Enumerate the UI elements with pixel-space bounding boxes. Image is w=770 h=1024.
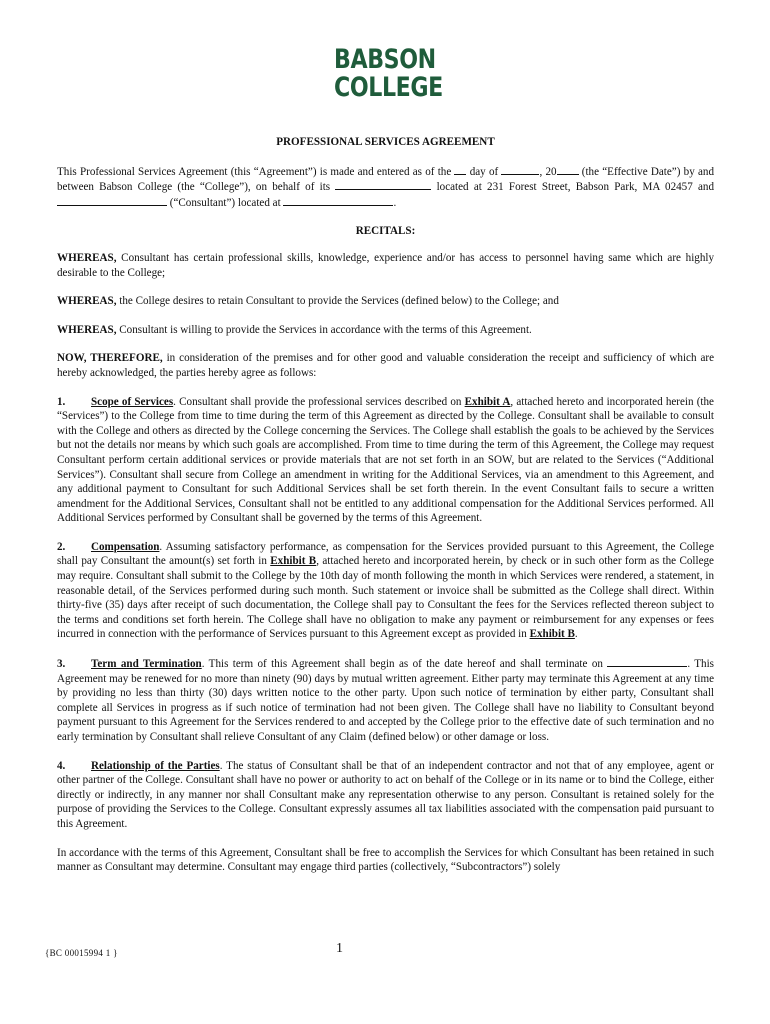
intro-text-1: This Professional Services Agreement (this “Agreement”) is made and entered as of the — [57, 165, 455, 178]
whereas-label: WHEREAS, — [57, 295, 117, 308]
section-heading: Relationship of the Parties — [91, 759, 220, 772]
section-text: . This Agreement may be renewed for no more than ninety (90) days by mutual written agreement. Either party may terminate this Agreement at any time by providing no less than thirty (30) days written notice to the other party. Upon such notice of termination by either party, Consultant shall complete all Services in progress as if such notice of termination had not been given. The College shall have no liability to Consultant beyond payment pursuant to this Agreement for the Services rendered to and accepted by the College prior to the effective date of such termination and no early termination by Consultant shall relieve Consultant of any Claim (defined below) or other damage or loss. — [57, 658, 714, 743]
section-text: . This term of this Agreement shall begin as of the date hereof and shall terminate on — [201, 658, 608, 671]
whereas-paragraph-2 — [57, 294, 714, 309]
section-text: , attached hereto and incorporated herein (the “Services”) to the College from time to time during the term of this Agreement as directed by the College. Consultant shall be available to consult with the College and others as directed by the College concerning the Services. The College shall establish the goals to be achieved by the Services but not the details nor means by which such goals are accomplished. From time to time during the term of this Agreement, the College may request Consultant perform certain additional services or provide materials that are not set forth in an SOW, but are related to the Services (“Additional Services”). Consultant shall secure from College an amendment in writing for the Additional Services, via an amendment to this Agreement, and any additional payment to Consultant for such Additional Services shall be set forth therein. In the event Consultant fails to secure a written amendment for the Additional Services, Consultant shall not be entitled to any additional compensation for the Additional Services performed. All Additional Services performed by Consultant shall be governed by the terms of this Agreement. — [57, 395, 714, 525]
section-text: , attached hereto and incorporated herein, by check or in such other form as the College may require. Consultant shall submit to the College by the 10th day of month following the month in which Services were rendered, a statement, in reasonable detail, of the Services performed during such month. Such statement or invoice shall be submitted as the College shall direct. Within thirty-five (35) days after receipt of such documentation, the College shall pay to Consultant the fees for the Services reflected thereon subject to the terms and conditions set forth herein. The College shall have no obligation to make any payment or reimbursement for any expenses or fees incurred in connection with the performance of Services pursuant to this Agreement except as provided in — [57, 555, 714, 641]
exhibit-reference: Exhibit B — [529, 628, 575, 641]
section-text: . Assuming satisfactory performance, as compensation for the Services provided pursuant to this Agreement, the College shall pay Consultant the amount(s) set forth in — [57, 540, 714, 568]
now-therefore-label: NOW, THEREFORE, — [57, 352, 163, 365]
intro-text-7: . — [393, 196, 397, 209]
section-3-term-and-termination — [57, 656, 714, 745]
whereas-text: Consultant is willing to provide the Services in accordance with the terms of this Agreement. — [116, 323, 532, 336]
now-therefore-paragraph — [57, 351, 714, 380]
logo-line-2: COLLEGE — [334, 72, 443, 103]
intro-text-4: (the “Effective Date”) by and between Babson College (the “College”), on behalf of its — [57, 165, 714, 194]
consultant-address-blank — [283, 195, 393, 206]
section-number: 3. — [57, 658, 66, 671]
document-id: {BC 00015994 1 } — [45, 948, 118, 958]
section-text: . — [574, 628, 578, 641]
intro-text-5: located at 231 Forest Street, Babson Park, MA 02457 and — [431, 181, 715, 194]
whereas-label: WHEREAS, — [57, 323, 117, 336]
babson-college-logo — [334, 44, 443, 103]
now-therefore-text: in consideration of the premises and for other good and valuable consideration the receipt and sufficiency of which are hereby acknowledged, the parties hereby agree as follows: — [57, 352, 714, 379]
recitals-heading: RECITALS: — [355, 225, 416, 238]
section-4-relationship-of-the-parties — [57, 759, 714, 832]
whereas-paragraph-1 — [57, 251, 714, 280]
page-number: 1 — [336, 941, 343, 956]
intro-text-3: , 20 — [539, 165, 557, 178]
logo-line-1: BABSON — [334, 44, 436, 75]
exhibit-reference: Exhibit B — [270, 555, 317, 568]
year-blank — [557, 164, 579, 175]
section-heading: Term and Termination — [91, 658, 202, 671]
section-text: . Consultant shall provide the professional services described on — [173, 395, 465, 408]
whereas-paragraph-3 — [57, 323, 714, 338]
exhibit-reference: Exhibit A — [464, 395, 511, 408]
section-2-compensation — [57, 540, 714, 642]
intro-paragraph — [57, 164, 714, 211]
whereas-text: Consultant has certain professional skills, knowledge, experience and/or has access to personnel having same which are highly desirable to the College; — [57, 251, 714, 279]
section-heading: Compensation — [91, 540, 160, 553]
section-number: 1. — [57, 395, 66, 408]
section-text: . The status of Consultant shall be that of an independent contractor and not that of any employee, agent or other partner of the College. Consultant shall have no power or authority to act on behalf of the College or in its name or to bind the College, either directly or indirectly, in any manner nor shall Consultant make any representation otherwise to any person. Consultant is retained solely for the purpose of providing the Services to the College. Consultant expressly assumes all tax liabilities associated with the compensation paid pursuant to this Agreement. — [57, 759, 714, 830]
document-title: PROFESSIONAL SERVICES AGREEMENT — [276, 136, 495, 148]
intro-text-2: day of — [466, 165, 502, 178]
section-number: 4. — [57, 759, 66, 772]
intro-text-6: (“Consultant”) located at — [167, 196, 284, 209]
section-1-scope-of-services — [57, 395, 714, 526]
document-body — [57, 135, 714, 889]
department-blank — [335, 179, 431, 190]
consultant-name-blank — [57, 195, 167, 206]
day-blank — [454, 164, 466, 175]
whereas-text: the College desires to retain Consultant to provide the Services (defined below) to the College; and — [116, 295, 559, 308]
subcontractor-paragraph: In accordance with the terms of this Agreement, Consultant shall be free to accomplish the Services for which Consultant has been retained in such manner as Consultant may determine. Consultant may engage third parties (collectively, “Subcontractors”) solely — [57, 846, 714, 874]
whereas-label: WHEREAS, — [57, 251, 117, 264]
section-number: 2. — [57, 540, 66, 553]
termination-date-blank — [607, 656, 687, 667]
month-blank — [501, 164, 539, 175]
section-heading: Scope of Services — [91, 395, 174, 408]
